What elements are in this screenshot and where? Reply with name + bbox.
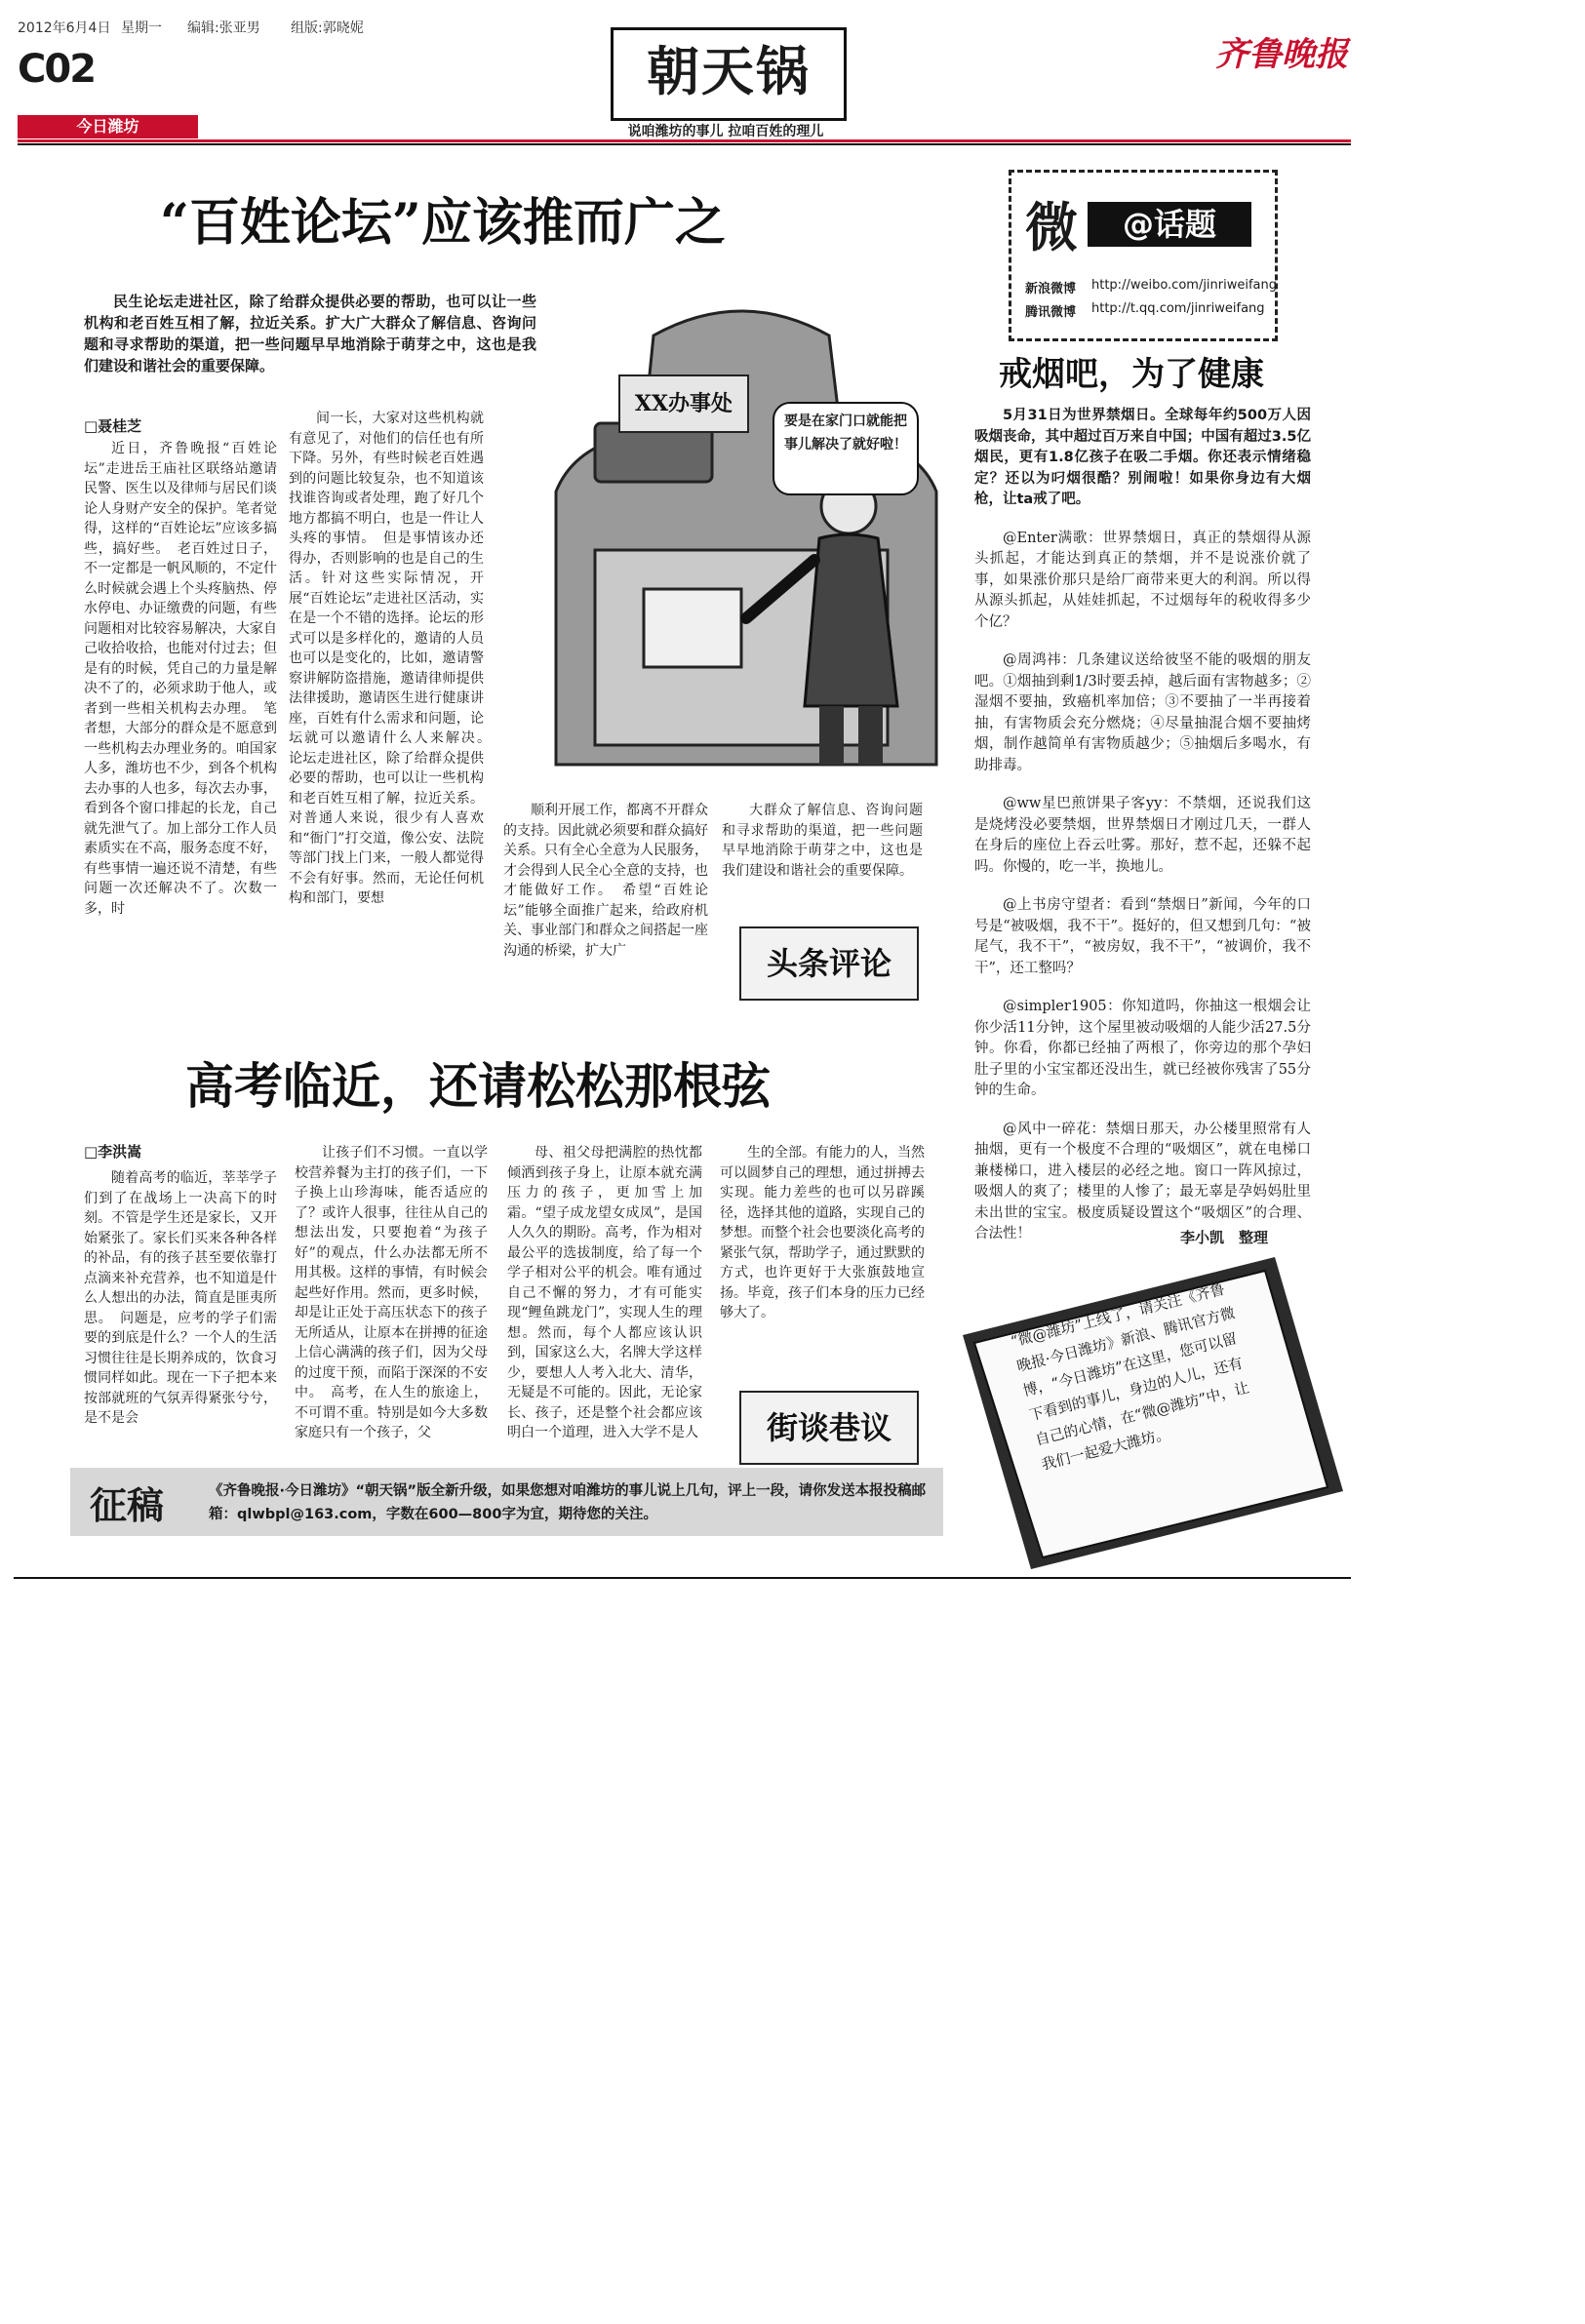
call-for-papers-label: 征稿 xyxy=(90,1483,165,1527)
layout-credit: 组版:郭晓妮 xyxy=(291,20,364,36)
weibo-column xyxy=(974,406,1311,1245)
article1-col-4 xyxy=(722,801,923,918)
weibo-topic-box xyxy=(1009,170,1278,341)
weibo-post: @Enter满歌：世界禁烟日，真正的禁烟得从源头抓起，才能达到真正的禁烟，并不是说涨价就了事，如果涨价那只是给厂商带来更大的利润。所以得从源头抓起，从娃娃抓起，不过烟每年的税收得多少个亿？ xyxy=(974,530,1311,630)
article2-col-3-text: 母、祖父母把满腔的热忱都倾洒到孩子身上，让原本就充满压力的孩子，更加雪上加霜。“望子成龙望女成凤”，是国人久久的期盼。高考，作为相对最公平的选拔制度，给了每一个学子相对公平的机会。唯有通过自己不懈的努力，才有可能实现“鲤鱼跳龙门”，实现人生的理想。然而，每个人都应该认识到，国家这么大，名牌大学这样少，要想人人考入北大、清华，无疑是不可能的。因此，无论家长、孩子，还是整个社会都应该明白一个道理，进入大学不是人 xyxy=(507,1145,702,1440)
newspaper-page xyxy=(14,14,1351,1584)
article2-col-2-text: 让孩子们不习惯。一直以学校营养餐为主打的孩子们，一下子换上山珍海味，能否适应的了？或许人很事，往往从自己的想法出发，只要抱着“为孩子好”的观点，什么办法都无所不用其极。这样的事情，有时候会起些好作用。然而，更多时候，却是让正处于高压状态下的孩子无所适从，让原本在拼搏的征途上信心满满的孩子们，因为父母的过度干预，而陷于深深的不安中。 高考，在人生的旅途上，不可谓不重。特别是如今大多数家庭只有一个孩子，父 xyxy=(295,1145,488,1440)
tencent-weibo-link[interactable]: http://t.qq.com/jinriweifang xyxy=(1091,301,1265,316)
weibo-badge-mark: 微 xyxy=(1025,196,1078,258)
article2-headline: 高考临近，还请松松那根弦 xyxy=(185,1057,771,1115)
column-masthead xyxy=(611,27,847,121)
office-sign: XX办事处 xyxy=(618,374,749,433)
sina-weibo-label: 新浪微博 xyxy=(1025,282,1077,296)
speech-bubble: 要是在家门口就能把事儿解决了就好啦！ xyxy=(773,402,919,495)
weibo-badge-title: @话题 xyxy=(1088,202,1251,247)
tencent-weibo-label: 腾讯微博 xyxy=(1025,305,1077,320)
weibo-lead: 5月31日为世界禁烟日。全球每年约500万人因吸烟丧命，其中超过百万来自中国；中国有超过3.5亿烟民，更有1.8亿孩子在吸二手烟。你还表示情绪稳定？还以为叼烟很酷？别闹啦！如果你身边有大烟枪，让ta戒了吧。 xyxy=(974,408,1311,507)
newspaper-logo: 齐鲁晚报 xyxy=(1215,35,1348,74)
section-tab[interactable]: 今日潍坊 xyxy=(18,115,198,138)
editor-credit: 编辑:张亚男 xyxy=(187,20,260,36)
page-bottom-rule xyxy=(14,1577,1351,1579)
page-number: C02 xyxy=(18,47,96,92)
issue-weekday: 星期一 xyxy=(121,20,162,36)
article1-col-1 xyxy=(84,439,277,1016)
article2-col-4 xyxy=(720,1143,925,1338)
issue-date: 2012年6月4日 xyxy=(18,20,111,36)
column-slogan: 说咱潍坊的事儿 拉咱百姓的理儿 xyxy=(627,124,824,139)
article1-col-2 xyxy=(289,409,497,1016)
header-black-rule xyxy=(18,143,1351,145)
weibo-post: @风中一碎花：禁烟日那天，办公楼里照常有人抽烟，更有一个极度不合理的“吸烟区”，就在电梯口兼楼梯口，进入楼层的必经之地。窗口一阵风掠过，吸烟人的爽了；楼里的人惨了；最无辜是孕妈妈肚里未出世的宝宝。极度质疑设置这个“吸烟区”的合理、合法性！ xyxy=(974,1121,1311,1241)
article2-col-3 xyxy=(507,1143,702,1471)
tag-street-talk: 街谈巷议 xyxy=(739,1391,919,1465)
article1-lead-text: 民生论坛走进社区，除了给群众提供必要的帮助，也可以让一些机构和老百姓互相了解，拉近关系。扩大广大群众了解信息、咨询问题和寻求帮助的渠道，把一些问题早早地消除于萌芽之中，这也是我们建设和谐社会的重要保障。 xyxy=(84,293,536,374)
sina-weibo-link[interactable]: http://weibo.com/jinriweifang xyxy=(1091,278,1278,293)
cartoon-illustration xyxy=(536,296,954,784)
weibo-editor: 李小凯 整理 xyxy=(1180,1229,1269,1246)
weibo-post: @上书房守望者：看到“禁烟日”新闻，今年的口号是“被吸烟，我不干”。挺好的，但又想到几句：“被尾气，我不干”，“被房奴，我不干”，“被调价，我不干”，还工整吗？ xyxy=(974,897,1311,976)
notebook-text: “微@潍坊”上线了，请关注《齐鲁晚报·今日潍坊》新浪、腾讯官方微博，“今日潍坊”在这里，您可以留下看到的事儿，身边的人儿，还有自己的心情，在“微@潍坊”中，让我们一起爱大潍坊。 xyxy=(1009,1280,1251,1474)
article2-byline: □李洪嵩 xyxy=(84,1143,142,1161)
article1-col-2-text: 间一长，大家对这些机构就有意见了，对他们的信任也有所下降。另外，有些时候老百姓遇到的问题比较复杂，也不知道该找谁咨询或者处理，跑了好几个地方都搞不明白，也是一件让人头疼的事情。 但是事情该办还得办，否则影响的也是自己的生活。针对这些实际情况，开展“百姓论坛”走进社区活动，实在是一个不错的选择。论坛的形式可以是多样化的，邀请的人员也可以是变化的，比如，邀请警察讲解防盗措施，邀请律师提供法律援助，邀请医生进行健康讲座，百姓有什么需求和问题，论坛就可以邀请什么人来解决。 论坛走进社区，除了给群众提供必要的帮助，也可以让一些机构和老百姓互相了解，拉近关系。对普通人来说，很少有人喜欢和“衙门”打交道，像公安、法院等部门找上门来，一般人都觉得不会有好事。然而，无论任何机构和部门，要想 xyxy=(289,411,497,906)
article2-col-1 xyxy=(84,1168,277,1471)
weibo-post: @simpler1905：你知道吗，你抽这一根烟会让你少活11分钟，这个屋里被动吸烟的人能少活27.5分钟。你看，你都已经抽了两根了，你旁边的那个孕妇肚子里的小宝宝都还没出生，就已经被你残害了55分钟的生命。 xyxy=(974,999,1311,1098)
article2-col-4-text: 生的全部。有能力的人，当然可以圆梦自己的理想，通过拼搏去实现。能力差些的也可以另辟蹊径，选择其他的道路，实现自己的梦想。而整个社会也要淡化高考的紧张气氛，帮助学子，通过默默的方式，也许更好于大张旗鼓地宣扬。毕竟，孩子们本身的压力已经够大了。 xyxy=(720,1145,925,1320)
article2-col-1-text: 随着高考的临近，莘莘学子们到了在战场上一决高下的时刻。不管是学生还是家长，又开始紧张了。家长们买来各种各样的补品，有的孩子甚至要依靠打点滴来补充营养，也不知道是什么人想出的办法，简直是匪夷所思。 问题是，应考的学子们需要的到底是什么？一个人的生活习惯往往是长期养成的，饮食习惯同样如此。现在一下子把本来按部就班的气氛弄得紧张兮兮，是不是会 xyxy=(84,1170,277,1426)
article1-col-1-text: 近日，齐鲁晚报“百姓论坛”走进岳王庙社区联络站邀请民警、医生以及律师与居民们谈论人身财产安全的保护。笔者觉得，这样的“百姓论坛”应该多搞些，搞好些。 老百姓过日子，不一定都是一帆风顺的，不定什么时候就会遇上个头疼脑热、停水停电、办证缴费的问题，有些问题相对比较容易解决，大家自己收拾收拾，也能对付过去；但是有的时候，凭自己的力量是解决不了的，必须求助于他人，或者到一些相关机构去办理。 笔者想，大部分的群众是不愿意到一些机构去办理业务的。咱国家人多，潍坊也不少，到各个机构去办事的人也多，每次去办事，看到各个窗口排起的长龙，自己就先泄气了。加上部分工作人员素质实在不高，服务态度不好，有些事情一遍还说不清楚，有些问题一次还解决不了。次数一多，时 xyxy=(84,441,277,917)
article1-col-3 xyxy=(503,801,708,1020)
article1-byline: □聂桂芝 xyxy=(84,417,142,435)
column-title: 朝天锅 xyxy=(647,40,811,102)
article1-lead xyxy=(84,291,536,376)
weibo-post: @周鸿祎：几条建议送给彼坚不能的吸烟的朋友吧。①烟抽到剩1/3时要丢掉，越后面有害物越多；②湿烟不要抽，致癌机率加倍；③不要抽了一半再接着抽，有害物质会充分燃烧；④尽量抽混合烟不要抽烤烟，制作越简单有害物质越少；⑤抽烟后多喝水，有助排毒。 xyxy=(974,652,1311,773)
call-for-papers-text: 《齐鲁晚报·今日潍坊》“朝天锅”版全新升级，如果您想对咱潍坊的事儿说上几句，评上一段，请你发送本报投稿邮箱：qlwbpl@163.com，字数在600—800字为宜，期待您的关注。 xyxy=(209,1483,927,1522)
tag-headline-commentary: 头条评论 xyxy=(739,926,919,1001)
article1-headline: “百姓论坛”应该推而广之 xyxy=(160,193,726,253)
weibo-post: @ww星巴煎饼果子客yy：不禁烟，还说我们这是烧烤没必要禁烟，世界禁烟日才刚过几天，一群人在身后的座位上吞云吐雾。那好，惹不起，还躲不起吗。你慢的，吃一半，换地儿。 xyxy=(974,796,1311,875)
article1-col-4-text: 大群众了解信息、咨询问题和寻求帮助的渠道，把一些问题早早地消除于萌芽之中，这也是我们建设和谐社会的重要保障。 xyxy=(722,803,923,879)
article2-col-2 xyxy=(295,1143,488,1471)
article1-col-3-text: 顺利开展工作，都离不开群众的支持。因此就必须要和群众搞好关系。只有全心全意为人民服务，才会得到人民全心全意的支持，也才能做好工作。 希望“百姓论坛”能够全面推广起来，给政府机关、事业部门和群众之间搭起一座沟通的桥梁，扩大广 xyxy=(503,803,708,959)
weibo-headline: 戒烟吧，为了健康 xyxy=(999,355,1264,394)
